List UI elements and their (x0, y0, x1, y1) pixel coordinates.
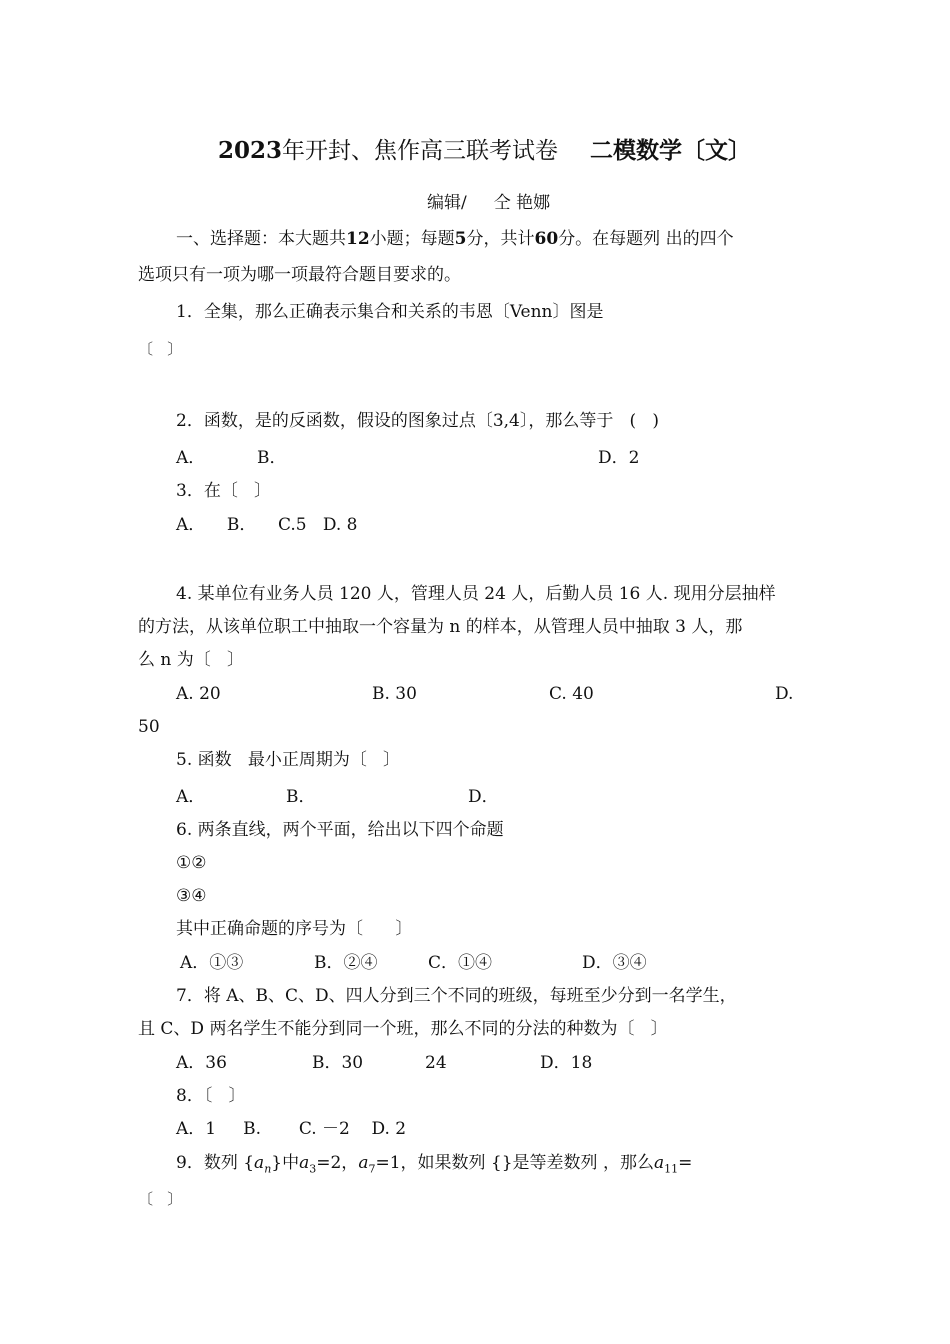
page-title (218, 136, 751, 166)
question-6-proposition-1-2: ①② (176, 853, 207, 873)
intro-text-d: 分。在每题列 出的四个 (558, 229, 734, 249)
question-7-option-d: D．18 (540, 1053, 593, 1073)
question-4-line2: 的方法，从该单位职工中抽取一个容量为 n 的样本，从管理人员中抽取 3 人，那 (138, 617, 743, 637)
question-5: 5. 函数 最小正周期为〔 〕 (176, 750, 401, 770)
intro-text-c: 分，共计 (466, 229, 535, 249)
title-main: 年开封、焦作高三联考试卷 (282, 138, 559, 164)
question-6-option-d: D．③④ (582, 953, 647, 973)
question-7-line1: 7．将 A、B、C、D、四人分到三个不同的班级，每班至少分到一名学生， (176, 986, 737, 1006)
question-6: 6. 两条直线，两个平面，给出以下四个命题 (176, 820, 504, 840)
question-6-option-c: C．①④ (428, 953, 493, 973)
question-9-mid3: =1，如果数列 {}是等差数列 ，那么 (375, 1153, 654, 1173)
question-9-bracket: 〔 〕 (138, 1190, 183, 1208)
question-2-option-a: A． (176, 448, 206, 468)
question-4-line1: 4. 某单位有业务人员 120 人，管理人员 24 人，后勤人员 16 人. 现用分层抽样 (176, 584, 776, 604)
question-4-line3: 么 n 为〔 〕 (138, 650, 244, 670)
question-4-option-c: C. 40 (549, 684, 594, 704)
question-6-option-a: A．①③ (180, 953, 244, 973)
question-9-end: = (678, 1153, 693, 1173)
section-intro-line2: 选项只有一项为哪一项最符合题目要求的。 (138, 265, 461, 285)
intro-text-b: 小题；每题 (369, 229, 455, 249)
question-9-mid2: =2， (316, 1153, 359, 1173)
question-2-option-b: B． (257, 448, 287, 468)
subscript-3: 3 (309, 1162, 317, 1176)
question-1: 1．全集，那么正确表示集合和关系的韦恩〔Venn〕图是 (176, 302, 604, 322)
sequence-term-a: a (254, 1153, 265, 1173)
question-7-option-a: A．36 (176, 1053, 227, 1073)
question-6-option-b: B．②④ (314, 953, 378, 973)
question-4-option-b: B. 30 (372, 684, 417, 704)
title-subject: 二模数学〔文〕 (590, 137, 752, 164)
question-6-proposition-3-4: ③④ (176, 886, 207, 906)
question-9-prefix: 9．数列 { (176, 1153, 255, 1173)
intro-count: 12 (346, 229, 370, 249)
subscript-7: 7 (368, 1162, 376, 1176)
subscript-11: 11 (664, 1162, 679, 1176)
question-4-option-d-value: 50 (138, 717, 160, 737)
question-8-options: A．1 B. C. －2 D. 2 (176, 1119, 407, 1139)
title-year: 2023 (218, 137, 283, 164)
question-5-option-d: D． (468, 787, 499, 807)
subscript-n: n (264, 1162, 272, 1176)
section-intro (176, 228, 734, 250)
editor-line: 编辑/ 仝 艳娜 (427, 193, 551, 213)
question-6-ask: 其中正确命题的序号为〔 〕 (176, 919, 413, 939)
intro-points: 5 (454, 229, 467, 249)
question-5-option-b: B． (286, 787, 316, 807)
question-7-option-b: B．30 (312, 1053, 364, 1073)
term-a3: a (299, 1153, 310, 1173)
question-8: 8．〔 〕 (176, 1086, 246, 1106)
term-a7: a (358, 1153, 369, 1173)
question-7-option-c: 24 (425, 1053, 447, 1073)
question-1-bracket: 〔 〕 (138, 340, 183, 358)
question-9-mid1: }中 (271, 1153, 300, 1173)
intro-text-a: 一、选择题：本大题共 (176, 229, 346, 249)
question-2: 2．函数，是的反函数，假设的图象过点〔3,4〕，那么等于 ( ) (176, 411, 660, 431)
question-9 (176, 1152, 692, 1174)
question-5-option-a: A． (176, 787, 206, 807)
question-2-option-d: D．2 (598, 448, 640, 468)
intro-total: 60 (534, 229, 559, 249)
question-3: 3．在〔 〕 (176, 481, 272, 501)
term-a11: a (653, 1153, 665, 1173)
question-7-line2: 且 C、D 两名学生不能分到同一个班，那么不同的分法的种数为〔 〕 (138, 1019, 668, 1039)
question-3-options: A． B． C.5 D. 8 (176, 515, 358, 535)
question-4-option-a: A. 20 (176, 684, 221, 704)
question-4-option-d: D. (775, 684, 794, 704)
